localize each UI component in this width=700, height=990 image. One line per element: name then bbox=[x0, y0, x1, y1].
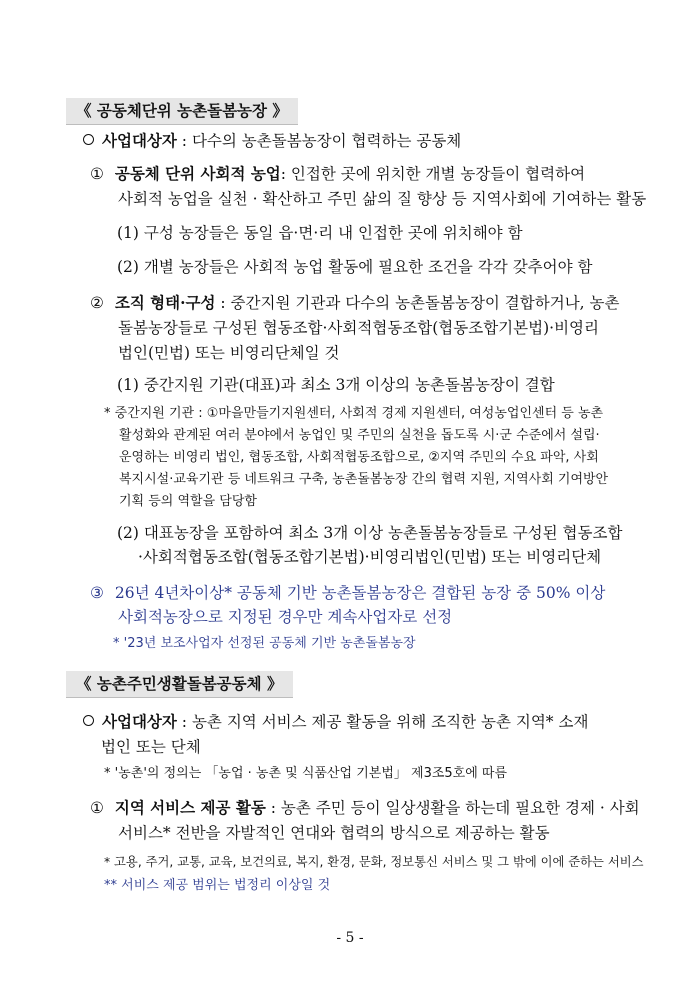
target-label: 사업대상자 bbox=[102, 712, 177, 731]
item3-note: * '23년 보조사업자 선정된 공동체 기반 농촌돌봄농장 bbox=[113, 636, 416, 651]
item2-text1: : 중간지원 기관과 다수의 농촌돌봄농장이 결합하거나, 농촌 bbox=[215, 294, 620, 312]
item1-sub1: (1) 구성 농장들은 동일 읍·면·리 내 인접한 곳에 위치해야 함 bbox=[117, 224, 523, 242]
item3-line2: 사회적농장으로 지정된 경우만 계속사업자로 선정 bbox=[118, 608, 453, 626]
section2-item1-note1: * 고용, 주거, 교통, 교육, 보건의료, 복지, 환경, 문화, 정보통신 서비스 및 그 밖에 이에 준하는 서비스 bbox=[104, 855, 644, 869]
item2-line1 bbox=[90, 292, 619, 314]
section2-item1-title: 지역 서비스 제공 활동 bbox=[114, 798, 266, 817]
circle-bullet-icon bbox=[83, 134, 94, 145]
item1-number: ① bbox=[90, 165, 104, 183]
item2-note-line: * 중간지원 기관 : ①마을만들기지원센터, 사회적 경제 지원센터, 여성농업인센터 등 농촌 bbox=[104, 406, 604, 421]
circle-bullet-icon bbox=[83, 715, 94, 726]
item2-note-line: 활성화와 관계된 여러 분야에서 농업인 및 주민의 실천을 돕도록 시·군 수준에서 설립· bbox=[119, 428, 600, 443]
item1-line1 bbox=[90, 163, 585, 185]
item2-title: 조직 형태·구성 bbox=[114, 293, 216, 312]
item3-line1 bbox=[90, 582, 605, 604]
item3-number: ③ bbox=[90, 584, 104, 602]
item2-sub2-line2: ·사회적협동조합(협동조합기본법)·비영리법인(민법) 또는 비영리단체 bbox=[138, 548, 602, 566]
item2-sub2-line1: (2) 대표농장을 포함하여 최소 3개 이상 농촌돌봄농장들로 구성된 협동조합 bbox=[117, 524, 623, 542]
item2-note-line: 복지시설·교육기관 등 네트워크 구축, 농촌돌봄농장 간의 협력 지원, 지역사회 기여방안 bbox=[119, 472, 609, 487]
target-text: : 다수의 농촌돌봄농장이 협력하는 공동체 bbox=[176, 132, 462, 150]
section2-item1-number: ① bbox=[90, 799, 104, 817]
section2-item1-text1: : 농촌 주민 등이 일상생활을 하는데 필요한 경제 · 사회 bbox=[265, 799, 640, 817]
item1-title: 공동체 단위 사회적 농업 bbox=[114, 164, 281, 183]
item2-sub1: (1) 중간지원 기관(대표)과 최소 3개 이상의 농촌돌봄농장이 결합 bbox=[117, 376, 555, 394]
section2-target bbox=[83, 711, 588, 733]
page-number: - 5 - bbox=[336, 930, 364, 946]
item2-note-line: 운영하는 비영리 법인, 협동조합, 사회적협동조합으로, ②지역 주민의 수요 파악, 사회 bbox=[119, 450, 599, 465]
section2-target-line2: 법인 또는 단체 bbox=[101, 738, 201, 756]
item2-line3: 법인(민법) 또는 비영리단체일 것 bbox=[118, 344, 340, 362]
target-text: : 농촌 지역 서비스 제공 활동을 위해 조직한 농촌 지역* 소재 bbox=[176, 713, 589, 731]
item2-line2: 돌봄농장들로 구성된 협동조합·사회적협동조합(협동조합기본법)·비영리 bbox=[118, 319, 599, 337]
section2-heading: 《 농촌주민생활돌봄공동체 》 bbox=[66, 671, 293, 698]
item1-sub2: (2) 개별 농장들은 사회적 농업 활동에 필요한 조건을 각각 갖추어야 함 bbox=[117, 258, 593, 276]
item2-note-line: 기획 등의 역할을 담당함 bbox=[119, 494, 257, 509]
item3-text1: 26년 4년차이상* 공동체 기반 농촌돌봄농장은 결합된 농장 중 50% 이상 bbox=[114, 584, 606, 602]
section2-target-note: * '농촌'의 정의는 「농업 · 농촌 및 식품산업 기본법」 제3조5호에 따름 bbox=[104, 766, 508, 781]
section2-item1-line2: 서비스* 전반을 자발적인 연대와 협력의 방식으로 제공하는 활동 bbox=[118, 824, 550, 842]
section2-item1-line1 bbox=[90, 797, 640, 819]
target-label: 사업대상자 bbox=[102, 131, 177, 150]
section2-item1-note2: ** 서비스 제공 범위는 법정리 이상일 것 bbox=[104, 878, 331, 893]
item1-text1: : 인접한 곳에 위치한 개별 농장들이 협력하여 bbox=[280, 165, 586, 183]
item2-number: ② bbox=[90, 294, 104, 312]
section1-target bbox=[83, 130, 461, 152]
item1-line2: 사회적 농업을 실천 · 확산하고 주민 삶의 질 향상 등 지역사회에 기여하는 활동 bbox=[118, 190, 647, 208]
section1-heading: 《 공동체단위 농촌돌봄농장 》 bbox=[66, 98, 298, 125]
